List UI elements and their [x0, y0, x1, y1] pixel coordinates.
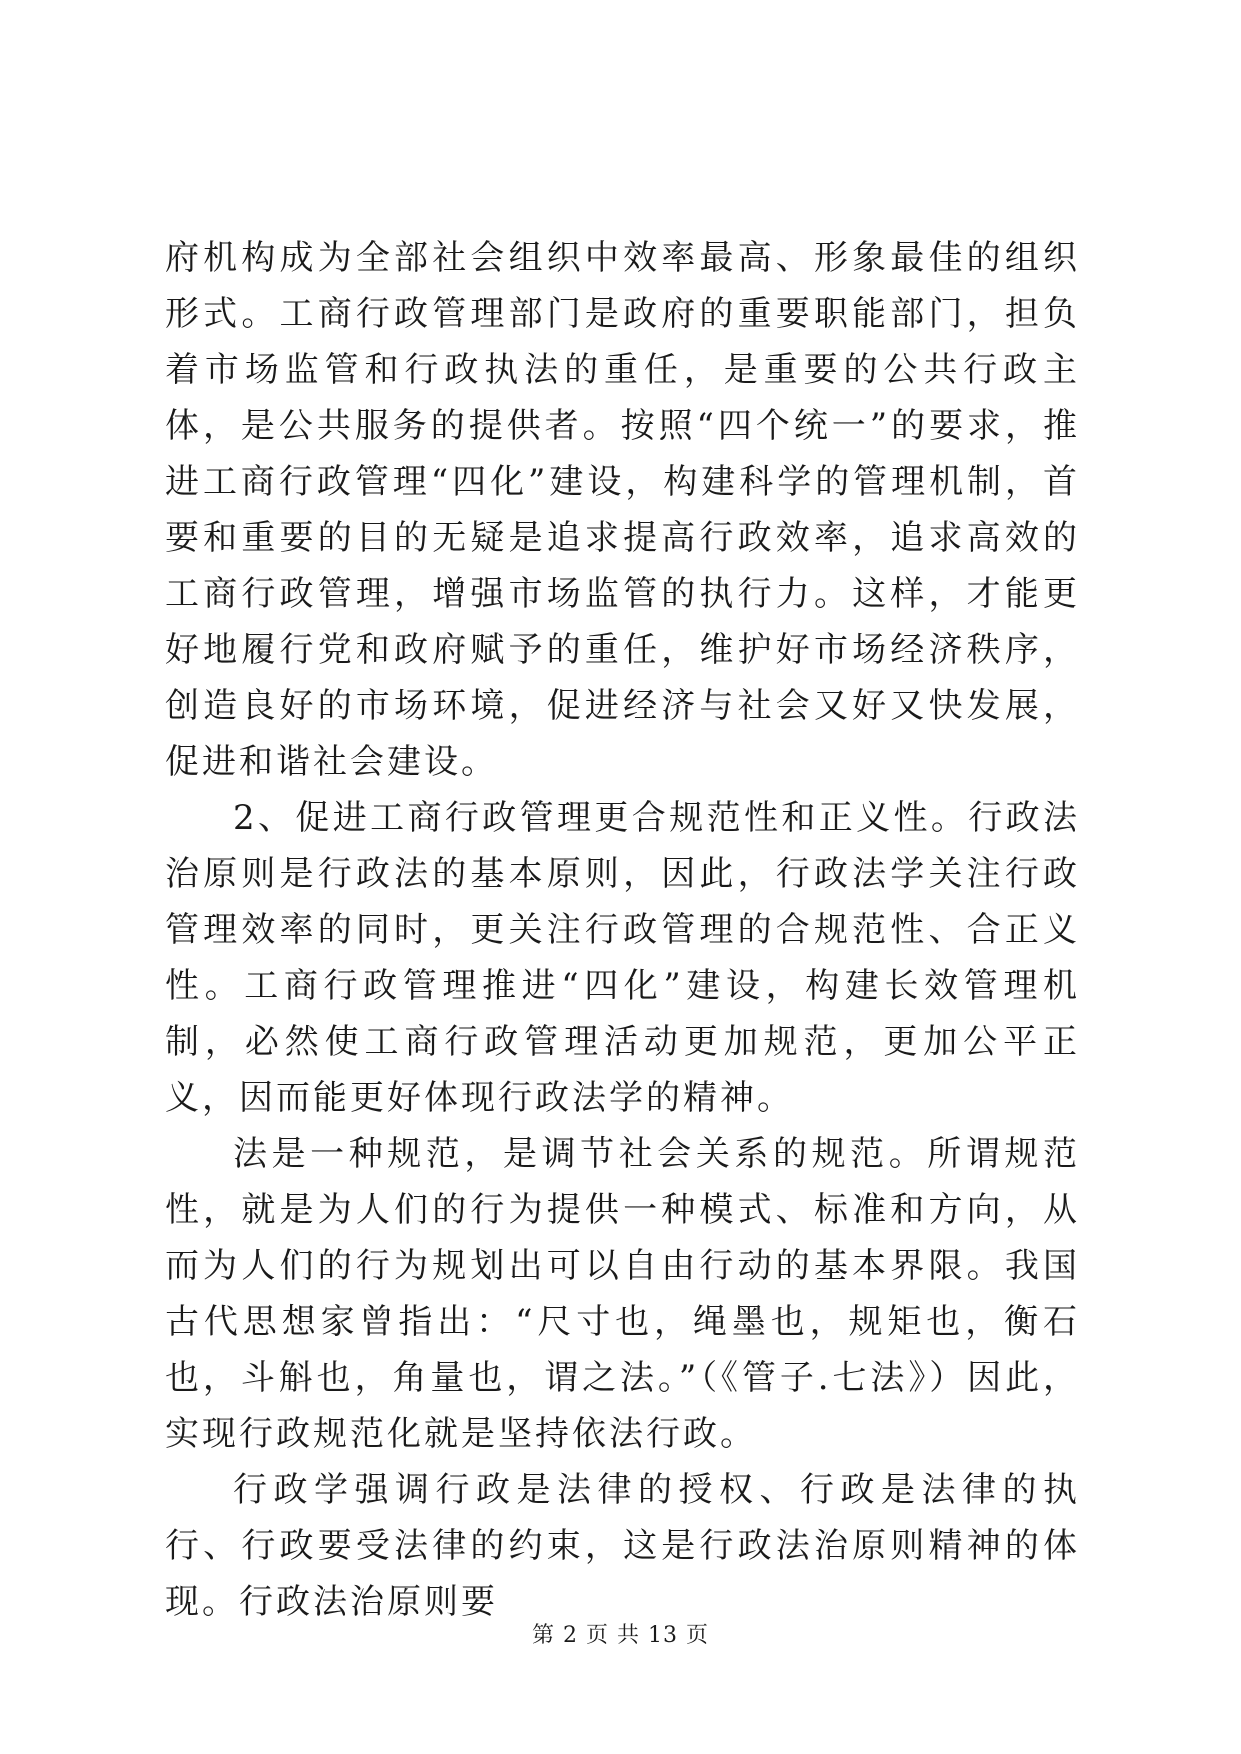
paragraph-law-norms: 法是一种规范，是调节社会关系的规范。所谓规范性，就是为人们的行为提供一种模式、标准和方向，从而为人们的行为规划出可以自由行动的基本界限。我国古代思想家曾指出：“尺寸也，绳墨也，规矩也，衡石也，斗斛也，角量也，谓之法。”（《管子.七法》）因此，实现行政规范化就是坚持依法行政。	[165, 1134, 1081, 1454]
paragraph-continuation: 府机构成为全部社会组织中效率最高、形象最佳的组织形式。工商行政管理部门是政府的重要职能部门，担负着市场监管和行政执法的重任，是重要的公共行政主体，是公共服务的提供者。按照“四个统一”的要求，推进工商行政管理“四化”建设，构建科学的管理机制，首要和重要的目的无疑是追求提高行政效率，追求高效的工商行政管理，增强市场监管的执行力。这样，才能更好地履行党和政府赋予的重任，维护好市场经济秩序，创造良好的市场环境，促进经济与社会又好又快发展，促进和谐社会建设。	[165, 238, 1080, 782]
document-body	[165, 230, 1080, 1630]
paragraph-administrative-law: 行政学强调行政是法律的授权、行政是法律的执行、行政要受法律的约束，这是行政法治原则精神的体现。行政法治原则要	[165, 1470, 1080, 1622]
paragraph-section-2: 2、促进工商行政管理更合规范性和正义性。行政法治原则是行政法的基本原则，因此，行政法学关注行政管理效率的同时，更关注行政管理的合规范性、合正义性。工商行政管理推进“四化”建设，构建长效管理机制，必然使工商行政管理活动更加规范，更加公平正义，因而能更好体现行政法学的精神。	[165, 798, 1080, 1118]
page-footer: 第 2 页 共 13 页	[532, 1623, 709, 1648]
